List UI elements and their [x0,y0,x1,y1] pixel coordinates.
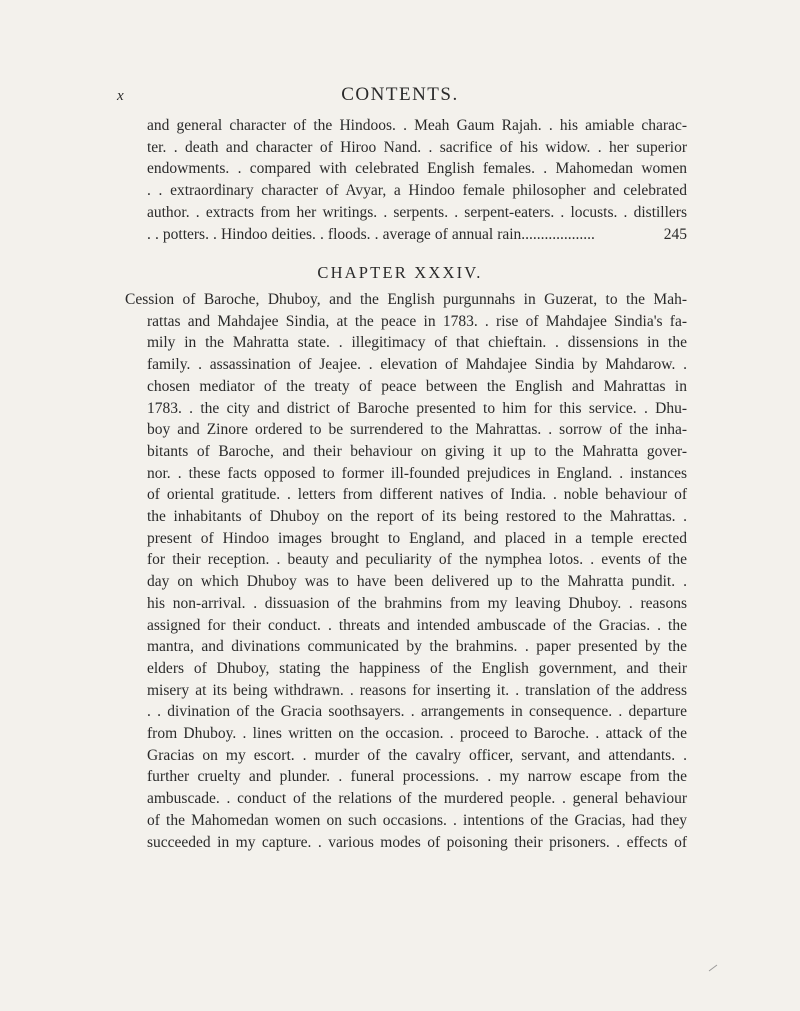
text-line: chosen mediator of the treaty of peace between the English and Mahrattas in [147,377,687,395]
text-line: ambuscade. . conduct of the relations of the murdered people. . general behaviour [147,790,687,808]
text-line: boy and Zinore ordered to be surrendered to the Mahrattas. . sorrow of the inha- [147,421,687,439]
text-line: Gracias on my escort. . murder of the cavalry officer, servant, and attendants. . [147,746,687,764]
text-line: ter. . death and character of Hiroo Nand. . sacrifice of his widow. . her superior [147,138,687,156]
text-line: assigned for their conduct. . threats and intended ambuscade of the Gracias. . the [147,616,687,634]
intro-paragraph [147,115,687,245]
page-title: CONTENTS. [341,84,459,105]
ink-mark [708,964,718,972]
chapter-heading: CHAPTER XXXIV. [317,263,483,282]
chapter-summary [125,289,687,853]
text-line-with-page-ref [147,224,687,246]
text-line: author. . extracts from her writings. . serpents. . serpent-eaters. . locusts. . distillers [147,203,687,221]
text-line: . . extraordinary character of Avyar, a Hindoo female philosopher and celebrated [147,182,687,200]
text-line: Cession of Baroche, Dhuboy, and the English purgunnahs in Guzerat, to the Mah- [125,291,687,308]
text-line: day on which Dhuboy was to have been delivered up to the Mahratta pundit. . [147,573,687,591]
text-line: for their reception. . beauty and peculiarity of the nymphea lotos. . events of the [147,551,687,569]
text-line: from Dhuboy. . lines written on the occasion. . proceed to Baroche. . attack of the [147,725,687,743]
running-head [0,84,800,108]
text-line: misery at its being withdrawn. . reasons for inserting it. . translation of the address [147,681,687,699]
text-line: 1783. . the city and district of Baroche presented to him for this service. . Dhu- [147,399,687,417]
text-line: endowments. . compared with celebrated English females. . Mahomedan women [147,160,687,178]
text-line: mantra, and divinations communicated by the brahmins. . paper presented by the [147,638,687,656]
text-line: rattas and Mahdajee Sindia, at the peace in 1783. . rise of Mahdajee Sindia's fa- [147,312,687,330]
text-line: the inhabitants of Dhuboy on the report of its being restored to the Mahrattas. . [147,508,687,526]
text-line: bitants of Baroche, and their behaviour on giving it up to the Mahratta gover- [147,442,687,460]
page-number: x [117,88,125,104]
text-line: present of Hindoo images brought to England, and placed in a temple erected [147,529,687,547]
text-line: nor. . these facts opposed to former ill-founded prejudices in England. . instances [147,464,687,482]
text-line: of the Mahomedan women on such occasions. . intentions of the Gracias, had they [147,811,687,829]
text-line: family. . assassination of Jeajee. . elevation of Mahdajee Sindia by Mahdarow. . [147,356,687,374]
text-line: his non-arrival. . dissuasion of the brahmins from my leaving Dhuboy. . reasons [147,594,687,612]
text-line: further cruelty and plunder. . funeral processions. . my narrow escape from the [147,768,687,786]
text-line: elders of Dhuboy, stating the happiness of the English government, and their [147,659,687,677]
text-line: . . divination of the Gracia soothsayers. . arrangements in consequence. . departure [147,703,687,721]
text-line: mily in the Mahratta state. . illegitimacy of that chieftain. . dissensions in the [147,334,687,352]
page-reference: 245 [663,225,687,243]
text-line: succeeded in my capture. . various modes of poisoning their prisoners. . effects of [147,833,687,851]
text-line: of oriental gratitude. . letters from different natives of India. . noble behaviour of [147,486,687,504]
text-line: and general character of the Hindoos. . Meah Gaum Rajah. . his amiable charac- [147,117,687,134]
text-line: . . potters. . Hindoo deities. . floods. . average of annual rain................... [147,225,595,243]
